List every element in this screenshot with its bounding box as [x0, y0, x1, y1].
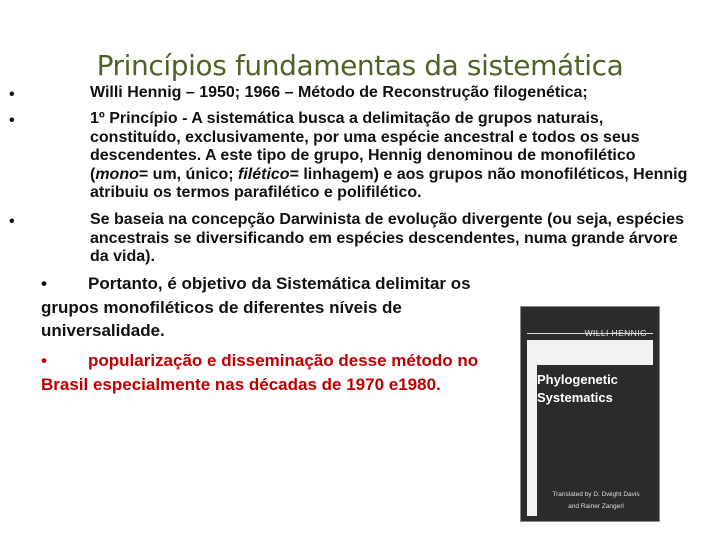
bullet-item-hennig	[5, 84, 685, 103]
bullet-text-end: = linhagem) e aos grupos não monofiléticos, Hennig atribuiu os termos parafilético e polifilético.	[90, 165, 688, 201]
bullet-text: Se baseia na concepção Darwinista de evolução divergente (ou seja, espécies ancestrais se diversificando em espécies descendentes, numa grande árvore da vida).	[90, 211, 685, 265]
bullet-dot: •	[41, 351, 47, 370]
slide-title: Princípios fundamentas da sistemática	[96, 49, 624, 82]
book-translator-line-2: and Rainer Zangerl	[568, 503, 624, 510]
bullet-dot: •	[9, 213, 15, 230]
book-translator-line: Translated by D. Dwight Davis	[552, 491, 640, 498]
paragraph-objective	[41, 272, 511, 343]
bullet-text	[90, 110, 695, 203]
book-author: WILLI HENNIG	[584, 328, 647, 338]
bullet-text-start: 1º Princípio - A sistemática busca a delimitação de grupos naturais, constituído, exclusivamente, por uma espécie ancestral e todos os seus descendentes. A este tipo de grupo, Hennig denominou de monofilético (	[90, 110, 640, 183]
paragraph-text: popularização e disseminação desse método no Brasil especialmente nas décadas de 1970 e1980.	[41, 351, 479, 394]
book-credits-block	[537, 413, 655, 516]
bullet-text-mid: = um, único;	[138, 165, 238, 183]
bullet-dot: •	[41, 274, 47, 293]
paragraph-text: Portanto, é objetivo da Sistemática delimitar os grupos monofiléticos de diferentes níveis de universalidade.	[41, 274, 471, 340]
term-filetico: filético	[238, 165, 290, 183]
book-cover-image	[520, 306, 660, 522]
bullet-text: Willi Hennig – 1950; 1966 – Método de Reconstrução filogenética;	[90, 84, 588, 101]
bullet-dot: •	[9, 86, 15, 103]
term-mono: mono	[95, 165, 139, 183]
book-title-line-2: Systematics	[537, 390, 613, 405]
bullet-dot: •	[9, 112, 15, 129]
paragraph-popularization	[41, 349, 511, 396]
book-title-line-1: Phylogenetic	[537, 372, 618, 387]
bullet-item-first-principle	[5, 110, 695, 203]
book-title-block	[537, 365, 655, 413]
bullet-item-darwinian	[5, 211, 695, 267]
